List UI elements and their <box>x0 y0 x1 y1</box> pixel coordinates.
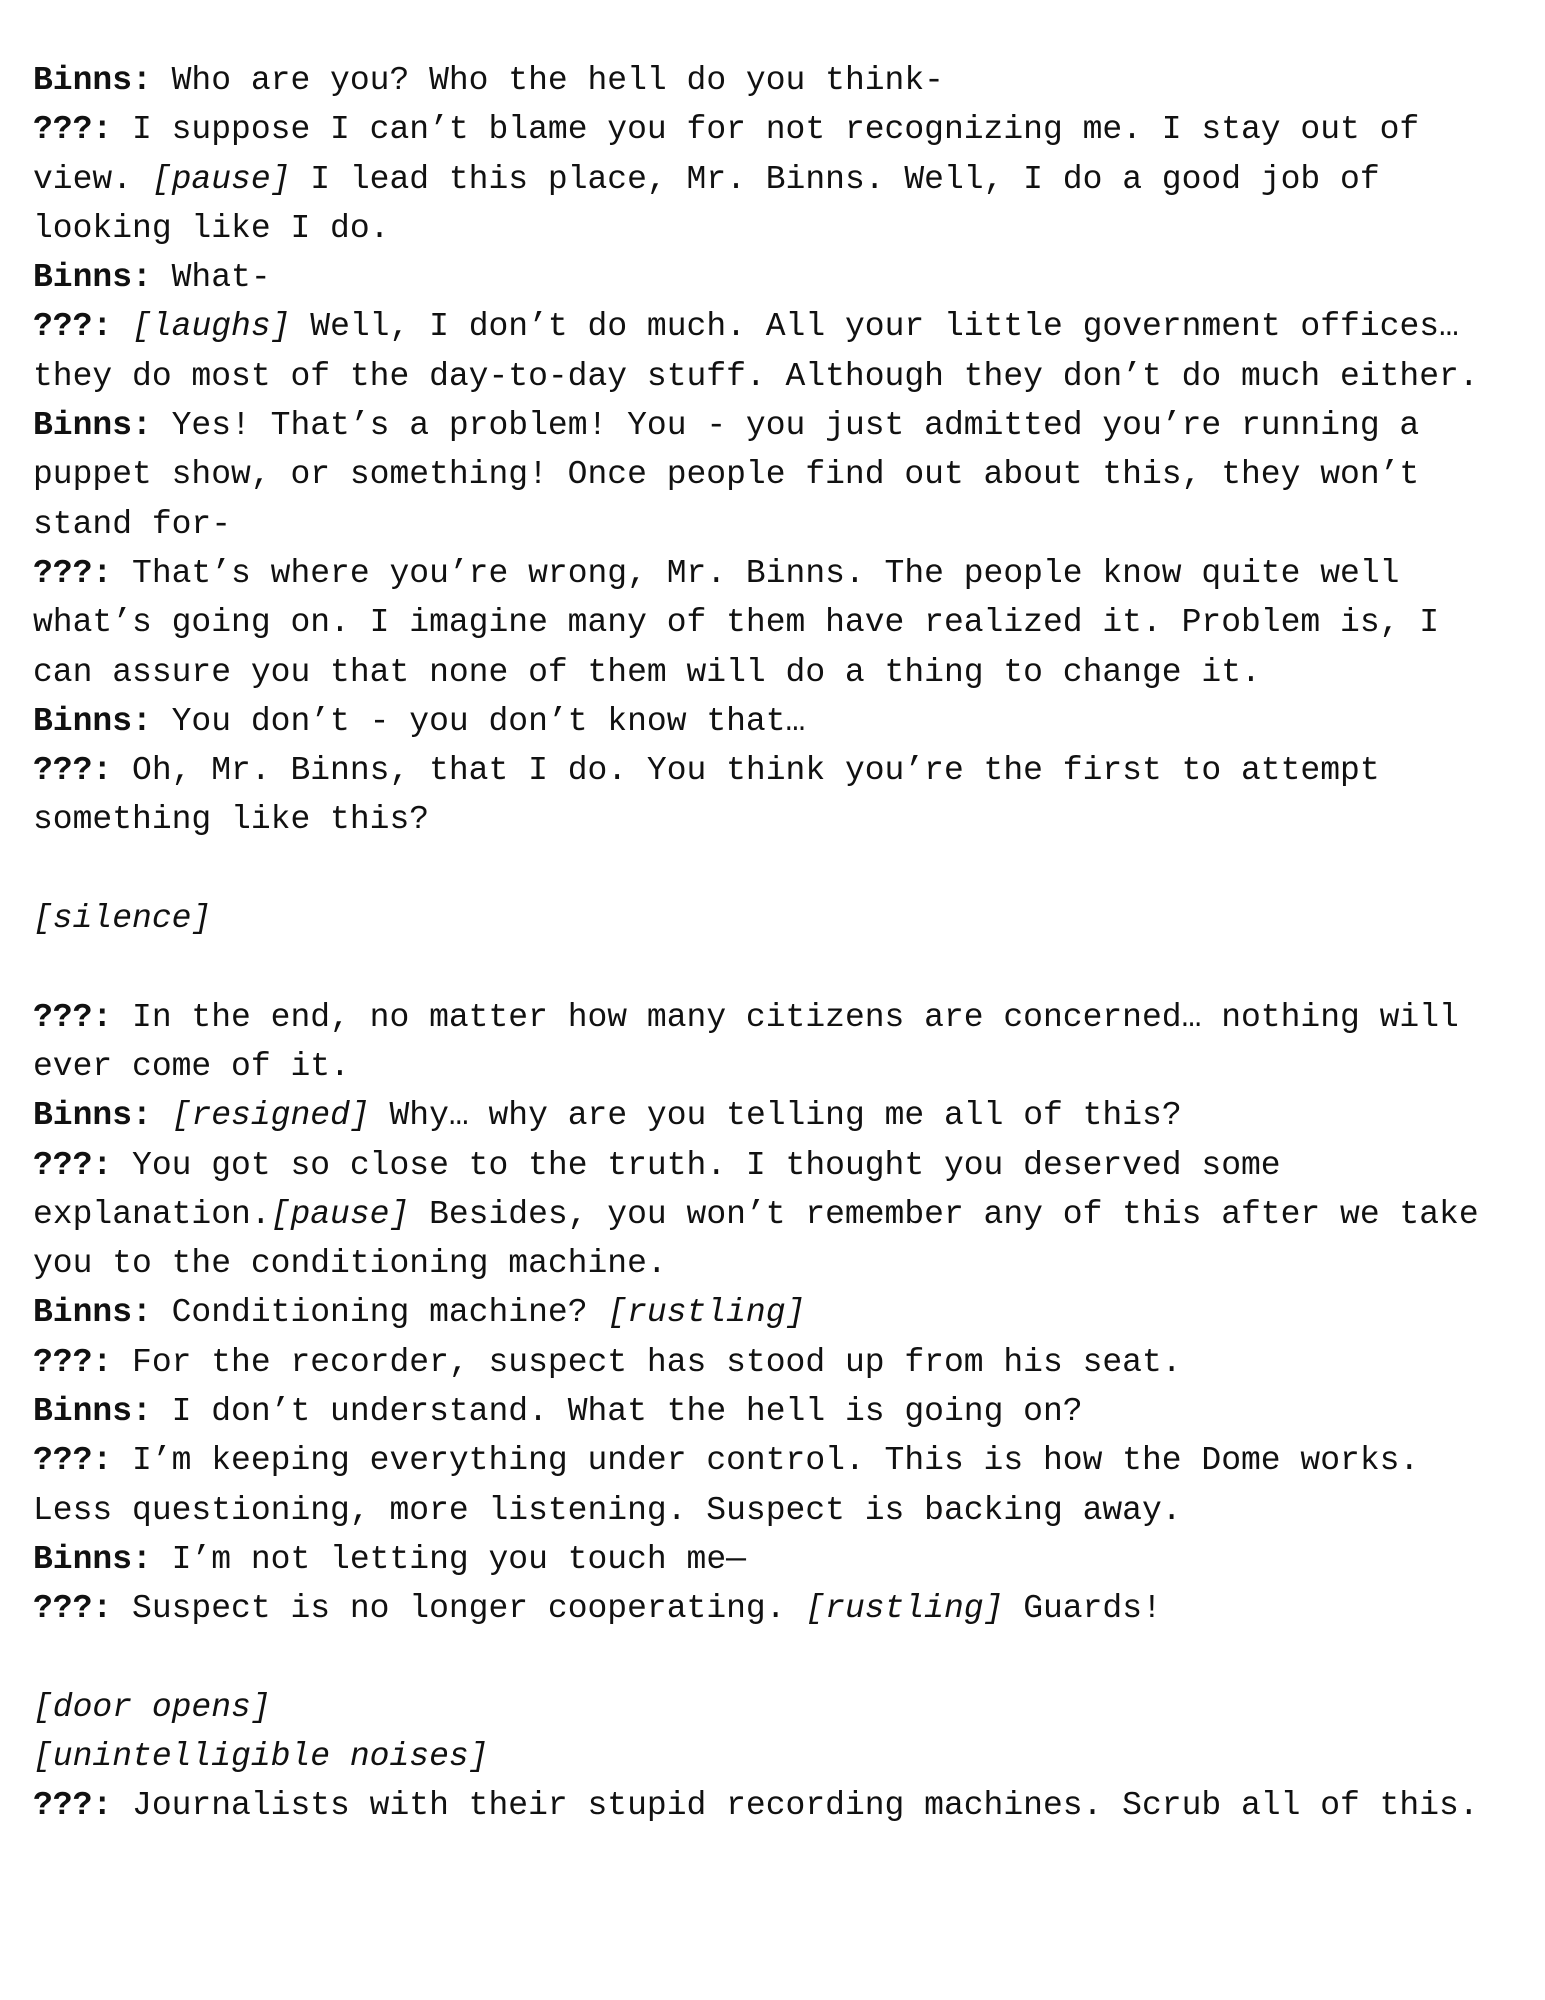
speaker-label: ???: <box>33 1442 113 1480</box>
speaker-label: Binns: <box>33 62 152 99</box>
dialogue-text: Yes! That’s a problem! You - you just admitted you’re running a puppet show, or something! Once people find out about this, they won’t stand for- <box>33 407 1420 543</box>
dialogue-text: Oh, Mr. Binns, that I do. You think you’re the first to attempt something like this? <box>33 752 1380 839</box>
dialogue-line <box>33 549 1513 697</box>
speaker-label: Binns: <box>33 407 152 445</box>
stage-direction: [laughs] <box>132 308 291 346</box>
speaker-label: ???: <box>33 1343 113 1381</box>
dialogue-text: You got so close to the truth. I thought you deserved some explanation. <box>33 1146 1281 1233</box>
stage-direction: [rustling] <box>607 1294 806 1332</box>
stage-direction-line <box>33 1732 1513 1781</box>
dialogue-text <box>112 308 132 345</box>
speaker-label: ???: <box>33 1590 113 1628</box>
blank-line <box>33 1634 1513 1683</box>
speaker-label: ???: <box>33 554 113 592</box>
dialogue-text: Guards! <box>1003 1590 1162 1628</box>
speaker-label: Binns: <box>33 259 152 297</box>
dialogue-line <box>33 746 1513 845</box>
dialogue-text: I lead this place, Mr. Binns. Well, I do a good job of looking like I do. <box>33 160 1380 247</box>
speaker-label: Binns: <box>33 702 152 740</box>
dialogue-text: Journalists with their stupid recording machines. Scrub all of this. <box>112 1787 1479 1825</box>
dialogue-line <box>33 1338 1513 1387</box>
dialogue-text: Besides, you won’t remember any of this after we take you to the conditioning machine. <box>33 1195 1479 1283</box>
dialogue-text: You don’t - you don’t know that… <box>151 702 806 740</box>
dialogue-text: What- <box>151 259 271 297</box>
dialogue-text: I’m not letting you touch me— <box>151 1540 746 1578</box>
speaker-label: ???: <box>33 1146 113 1184</box>
dialogue-line <box>33 1584 1513 1633</box>
speaker-label: ???: <box>33 752 113 790</box>
dialogue-text: In the end, no matter how many citizens are concerned… nothing will ever come of it. <box>33 998 1459 1085</box>
blank-line <box>33 943 1513 992</box>
speaker-label: Binns: <box>33 1393 152 1431</box>
speaker-label: Binns: <box>33 1540 152 1578</box>
dialogue-text: I don’t understand. What the hell is going on? <box>151 1393 1083 1431</box>
dialogue-line <box>33 302 1513 401</box>
dialogue-text <box>152 1097 172 1134</box>
transcript <box>33 56 1513 1831</box>
speaker-label: Binns: <box>33 1294 152 1332</box>
dialogue-text: That’s where you’re wrong, Mr. Binns. The people know quite well what’s going on. I imagine many of them have realized it. Problem is, I can assure you that none of them will do a thing to change it. <box>33 554 1440 691</box>
speaker-label: ???: <box>33 998 113 1036</box>
stage-direction: [silence] <box>33 900 212 938</box>
dialogue-line <box>33 1387 1513 1436</box>
speaker-label: ???: <box>33 1787 113 1825</box>
speaker-label: ???: <box>33 111 113 149</box>
dialogue-text: Who are you? Who the hell do you think- <box>151 62 944 99</box>
dialogue-line <box>33 1535 1513 1584</box>
dialogue-line <box>33 697 1513 746</box>
stage-direction: [resigned] <box>171 1097 370 1135</box>
speaker-label: ???: <box>33 308 113 346</box>
dialogue-line <box>33 253 1513 302</box>
stage-direction: [pause] <box>151 160 291 198</box>
dialogue-text: I’m keeping everything under control. This is how the Dome works. Less questioning, more listening. Suspect is backing away. <box>33 1442 1420 1529</box>
stage-direction: [door opens] <box>33 1688 271 1726</box>
stage-direction: [pause] <box>270 1195 410 1233</box>
dialogue-line <box>33 1091 1513 1140</box>
speaker-label: Binns: <box>33 1097 152 1135</box>
dialogue-text: For the recorder, suspect has stood up from his seat. <box>112 1343 1182 1381</box>
dialogue-line <box>33 1141 1513 1289</box>
stage-direction-line <box>33 1683 1513 1732</box>
blank-line <box>33 845 1513 894</box>
stage-direction: [unintelligible noises] <box>33 1738 489 1776</box>
dialogue-line <box>33 993 1513 1092</box>
dialogue-line <box>33 1288 1513 1337</box>
dialogue-text: Conditioning machine? <box>151 1294 608 1332</box>
dialogue-text: Why… why are you telling me all of this? <box>369 1097 1182 1135</box>
dialogue-line <box>33 401 1513 549</box>
dialogue-text: Well, I don’t do much. All your little government offices… they do most of the day-to-day stuff. Although they don’t do much either. <box>33 308 1479 395</box>
dialogue-line <box>33 105 1513 253</box>
dialogue-line <box>33 56 1513 105</box>
stage-direction-line <box>33 894 1513 943</box>
stage-direction: [rustling] <box>805 1590 1004 1628</box>
dialogue-text: I suppose I can’t blame you for not recognizing me. I stay out of view. <box>33 111 1420 198</box>
dialogue-line <box>33 1436 1513 1535</box>
dialogue-text: Suspect is no longer cooperating. <box>112 1590 806 1628</box>
dialogue-line <box>33 1781 1513 1830</box>
